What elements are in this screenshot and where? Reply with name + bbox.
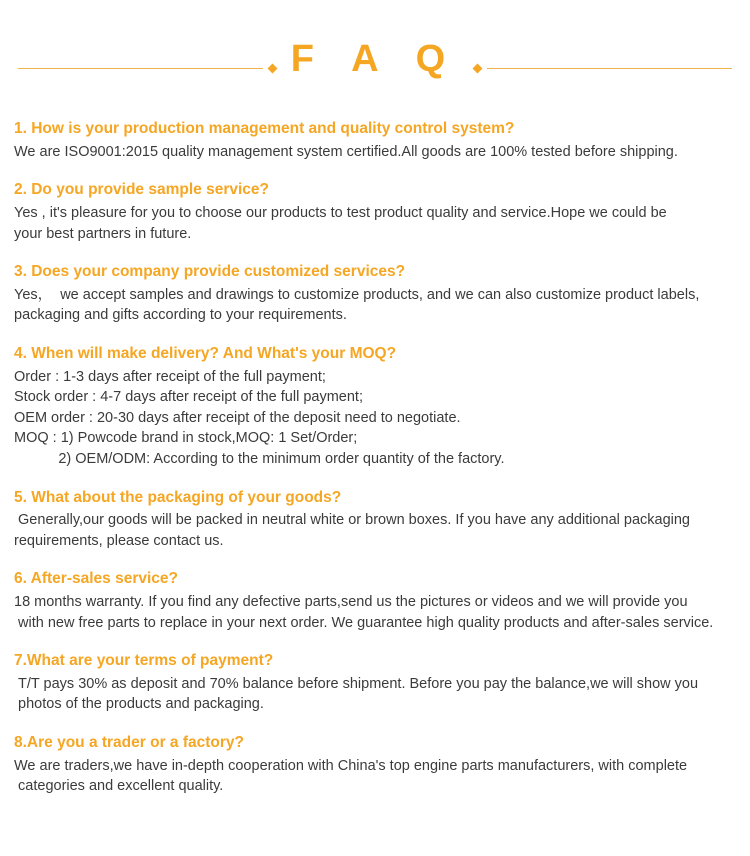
- faq-question: 7.What are your terms of payment?: [14, 652, 274, 670]
- faq-answer-line: Yes， we accept samples and drawings to customize products, and we can also customize product labels,: [14, 286, 700, 303]
- faq-item: [14, 732, 736, 797]
- faq-answer-line: with new free parts to replace in your next order. We guarantee high quality products and after-sales service.: [14, 614, 714, 631]
- faq-item: [14, 650, 736, 715]
- faq-question: 8.Are you a trader or a factory?: [14, 734, 244, 752]
- faq-question: 3. Does your company provide customized services?: [14, 263, 406, 281]
- faq-answer-line: T/T pays 30% as deposit and 70% balance before shipment. Before you pay the balance,we will show you: [14, 675, 699, 692]
- page-title: F A Q: [290, 38, 460, 80]
- faq-item: [14, 261, 736, 326]
- faq-answer-line: categories and excellent quality.: [14, 778, 224, 795]
- faq-answer-line: We are traders,we have in-depth cooperation with China's top engine parts manufacturers, with complete: [14, 757, 688, 774]
- faq-item: [14, 487, 736, 552]
- header-ornament-right: [470, 64, 732, 72]
- header-ornament-left: [18, 64, 280, 72]
- faq-answer-line: MOQ : 1) Powcode brand in stock,MOQ: 1 Set/Order;: [14, 430, 358, 447]
- faq-answer-line: OEM order : 20-30 days after receipt of the deposit need to negotiate.: [14, 409, 461, 426]
- faq-item: [14, 343, 736, 470]
- faq-question: 6. After-sales service?: [14, 570, 178, 588]
- faq-answer-line: 2) OEM/ODM: According to the minimum order quantity of the factory.: [14, 450, 505, 467]
- faq-answer-line: requirements, please contact us.: [14, 532, 224, 549]
- faq-answer-line: Order : 1-3 days after receipt of the full payment;: [14, 368, 326, 385]
- faq-answer-line: Generally,our goods will be packed in neutral white or brown boxes. If you have any additional packaging: [14, 512, 691, 529]
- faq-answer-line: photos of the products and packaging.: [14, 696, 264, 713]
- faq-list: [0, 118, 750, 797]
- diamond-dot-icon: [473, 63, 483, 73]
- faq-answer-line: Stock order : 4-7 days after receipt of the full payment;: [14, 389, 363, 406]
- diamond-dot-icon: [268, 63, 278, 73]
- faq-question: 1. How is your production management and quality control system?: [14, 120, 515, 137]
- faq-answer-line: We are ISO9001:2015 quality management system certified.All goods are 100% tested before shipping.: [14, 143, 678, 160]
- faq-answer-line: 18 months warranty. If you find any defective parts,send us the pictures or videos and we will provide you: [14, 594, 688, 611]
- faq-question: 2. Do you provide sample service?: [14, 181, 269, 199]
- ornament-line-left: [18, 68, 263, 69]
- page-header: [0, 0, 750, 118]
- faq-answer-line: Yes , it's pleasure for you to choose our products to test product quality and service.Hope we could be: [14, 204, 667, 221]
- faq-answer-line: your best partners in future.: [14, 225, 192, 242]
- faq-item: [14, 118, 736, 162]
- faq-item: [14, 568, 736, 633]
- faq-question: 4. When will make delivery? And What's your MOQ?: [14, 344, 397, 362]
- faq-question: 5. What about the packaging of your goods?: [14, 488, 342, 506]
- faq-item: [14, 179, 736, 244]
- ornament-line-right: [487, 68, 732, 69]
- faq-answer-line: packaging and gifts according to your requirements.: [14, 307, 347, 324]
